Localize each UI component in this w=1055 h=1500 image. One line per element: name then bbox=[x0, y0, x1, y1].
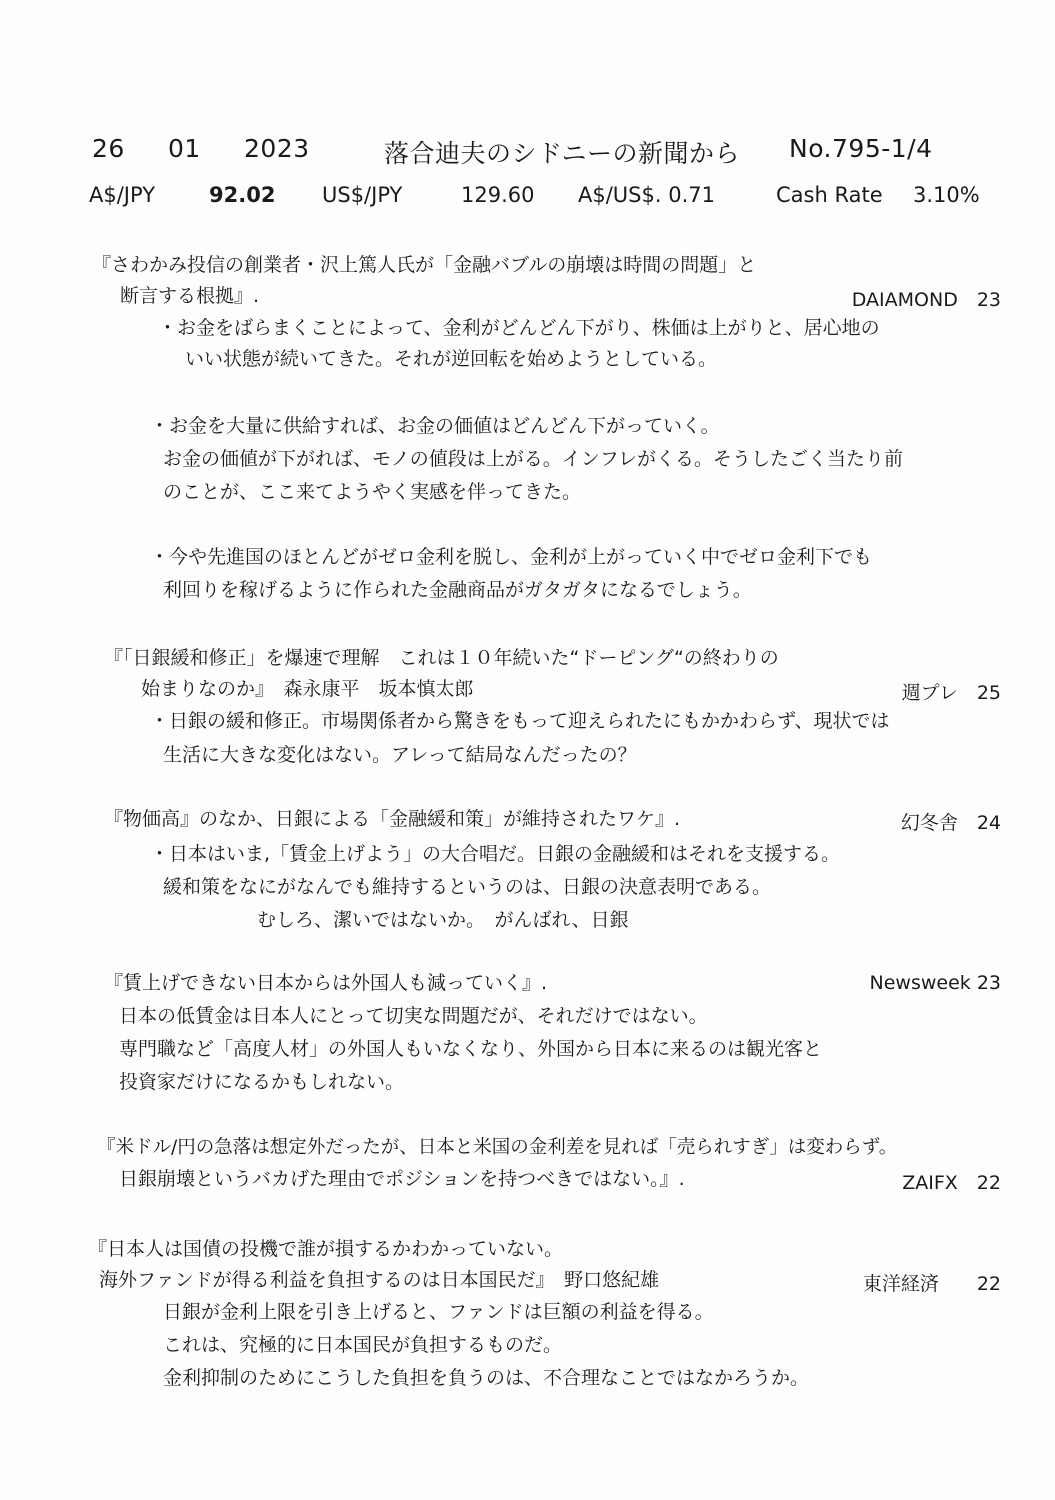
article-title: 『「日銀緩和修正」を爆速で理解 これは１０年続いた“ドーピング“の終わりの bbox=[104, 647, 779, 669]
article-body-line: これは、究極的に日本国民が負担するものだ。 bbox=[163, 1334, 563, 1356]
article-title: 『米ドル/円の急落は想定外だったが、日本と米国の金利差を見れば「売られすぎ」は変わらず。 bbox=[97, 1137, 898, 1158]
rate-usd-jpy-label: US$/JPY bbox=[322, 183, 403, 207]
article-body-line: 日本の低賃金は日本人にとって切実な問題だが、それだけではない。 bbox=[119, 1005, 708, 1027]
article-source: 週プレ 25 bbox=[901, 682, 1001, 704]
article-source: 東洋経済 22 bbox=[862, 1273, 1001, 1295]
article-body-line: ・日銀の緩和修正。市場関係者から驚きをもって迎えられたにもかかわらず、現状では bbox=[150, 710, 890, 732]
header-month: 01 bbox=[168, 134, 201, 163]
article-title: 断言する根拠』. bbox=[120, 285, 260, 307]
rate-aud-usd: A$/US$. 0.71 bbox=[578, 183, 715, 207]
article-title: 『日本人は国債の投機で誰が損するかわかっていない。 bbox=[88, 1238, 564, 1260]
header-title: 落合迪夫のシドニーの新聞から bbox=[384, 139, 741, 168]
rate-usd-jpy-value: 129.60 bbox=[461, 183, 535, 207]
article-body-line: 緩和策をなにがなんでも維持するというのは、日銀の決意表明である。 bbox=[163, 876, 772, 898]
header-issue-number: No.795-1/4 bbox=[789, 134, 933, 163]
article-body-line: のことが、ここ来てようやく実感を伴ってきた。 bbox=[163, 481, 582, 503]
rate-aud-jpy-label: A$/JPY bbox=[89, 183, 156, 207]
header-year: 2023 bbox=[244, 134, 310, 163]
article-body-line: 投資家だけになるかもしれない。 bbox=[119, 1071, 405, 1093]
article-body-line: いい状態が続いてきた。それが逆回転を始めようとしている。 bbox=[185, 348, 718, 370]
article-body-line: 専門職など「高度人材」の外国人もいなくなり、外国から日本に来るのは観光客と bbox=[119, 1038, 823, 1060]
article-title: 海外ファンドが得る利益を負担するのは日本国民だ』 野口悠紀雄 bbox=[99, 1269, 660, 1291]
article-source: Newsweek 23 bbox=[869, 972, 1001, 994]
article-title: 『さわかみ投信の創業者・沢上篤人氏が「金融バブルの崩壊は時間の問題」と bbox=[92, 254, 757, 276]
article-body-line: ・日本はいま,「賃金上げよう」の大合唱だ。日銀の金融緩和はそれを支援する。 bbox=[150, 843, 841, 865]
header-day: 26 bbox=[92, 134, 125, 163]
article-body-line: ・お金をばらまくことによって、金利がどんどん下がり、株価は上がりと、居心地の bbox=[158, 317, 880, 339]
article-title: 始まりなのか』 森永康平 坂本慎太郎 bbox=[141, 678, 474, 700]
article-body-line: むしろ、潔いではないか。 がんばれ、日銀 bbox=[257, 909, 629, 931]
rate-cash-rate-label: Cash Rate bbox=[776, 183, 883, 207]
rate-aud-jpy-value: 92.02 bbox=[209, 183, 276, 207]
article-body-line: ・今や先進国のほとんどがゼロ金利を脱し、金利が上がっていく中でゼロ金利下でも bbox=[150, 546, 873, 568]
article-body-line: 日銀が金利上限を引き上げると、ファンドは巨額の利益を得る。 bbox=[163, 1301, 714, 1323]
article-body-line: ・お金を大量に供給すれば、お金の価値はどんどん下がっていく。 bbox=[150, 415, 720, 437]
article-body-line: 利回りを稼げるように作られた金融商品がガタガタになるでしょう。 bbox=[163, 579, 752, 601]
article-source: DAIAMOND 23 bbox=[851, 289, 1001, 311]
article-body-line: 金利抑制のためにこうした負担を負うのは、不合理なことではなかろうか。 bbox=[163, 1367, 810, 1389]
article-source: 幻冬舎 24 bbox=[900, 812, 1001, 834]
article-source: ZAIFX 22 bbox=[902, 1172, 1001, 1194]
rate-cash-rate-value: 3.10% bbox=[913, 183, 980, 207]
article-title: 『物価高』のなか、日銀による「金融緩和策」が維持されたワケ』. bbox=[104, 808, 681, 830]
article-body-line: 生活に大きな変化はない。アレって結局なんだったの？ bbox=[163, 744, 637, 766]
article-body-line: お金の価値が下がれば、モノの値段は上がる。インフレがくる。そうしたごく当たり前 bbox=[163, 448, 904, 470]
article-title: 日銀崩壊というバカげた理由でポジションを持つべきではない。』. bbox=[119, 1168, 685, 1190]
article-title: 『賃上げできない日本からは外国人も減っていく』. bbox=[104, 972, 548, 994]
